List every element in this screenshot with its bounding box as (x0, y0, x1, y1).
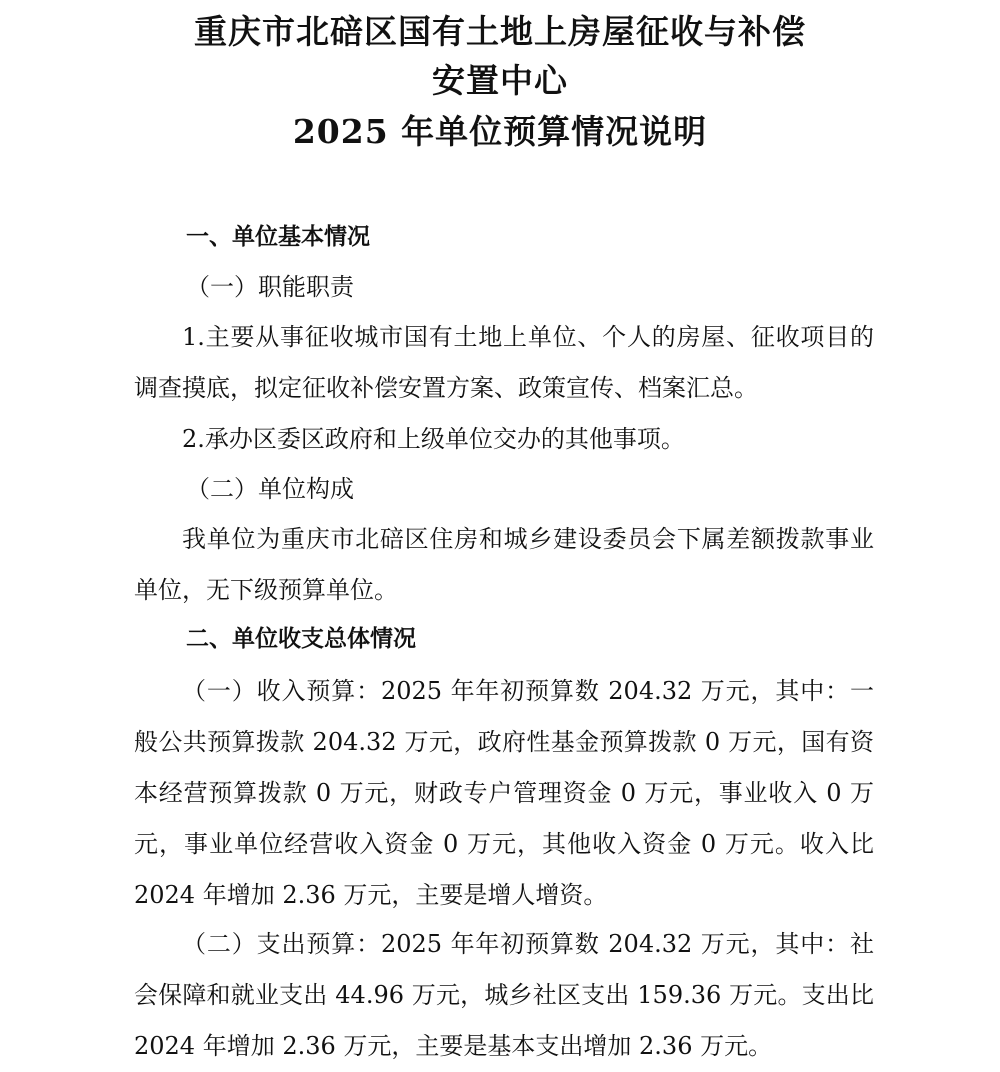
document-title-line-2: 安置中心 (432, 61, 568, 100)
section-2-heading: 二、单位收支总体情况 (186, 626, 416, 652)
paragraph-functions-1: 1.主要从事征收城市国有土地上单位、个人的房屋、征收项目的调查摸底，拟定征收补偿安置方案、政策宣传、档案汇总。 (134, 323, 874, 402)
paragraph-expense-budget (134, 919, 874, 1072)
expense-budget-label: （二）支出预算： (182, 930, 381, 958)
paragraph-income-budget (134, 666, 874, 921)
document-title-line-3: 2025 年单位预算情况说明 (292, 112, 708, 151)
paragraph-functions-2: 2.承办区委区政府和上级单位交办的其他事项。 (182, 425, 685, 453)
expense-budget-text: 2025 年年初预算数 204.32 万元，其中：社会保障和就业支出 44.96 万元，城乡社区支出 159.36 万元。支出比 2024 年增加 2.36 万元，主要是基本支出增加 2.36 万元。 (134, 930, 874, 1060)
subsection-functions-heading: （一）职能职责 (186, 273, 354, 301)
income-budget-label: （一）收入预算： (182, 677, 381, 705)
document-title-line-1: 重庆市北碚区国有土地上房屋征收与补偿 (194, 12, 806, 51)
subsection-composition-heading: （二）单位构成 (186, 475, 354, 503)
income-budget-text: 2025 年年初预算数 204.32 万元，其中：一般公共预算拨款 204.32 万元，政府性基金预算拨款 0 万元，国有资本经营预算拨款 0 万元，财政专户管理资金 0 万元，事业收入 0 万元，事业单位经营收入资金 0 万元，其他收入资金 0 万元。收入比 2024 年增加 2.36 万元，主要是增人增资。 (134, 677, 874, 909)
paragraph-composition: 我单位为重庆市北碚区住房和城乡建设委员会下属差额拨款事业单位，无下级预算单位。 (134, 525, 874, 604)
section-1-heading: 一、单位基本情况 (186, 224, 370, 250)
